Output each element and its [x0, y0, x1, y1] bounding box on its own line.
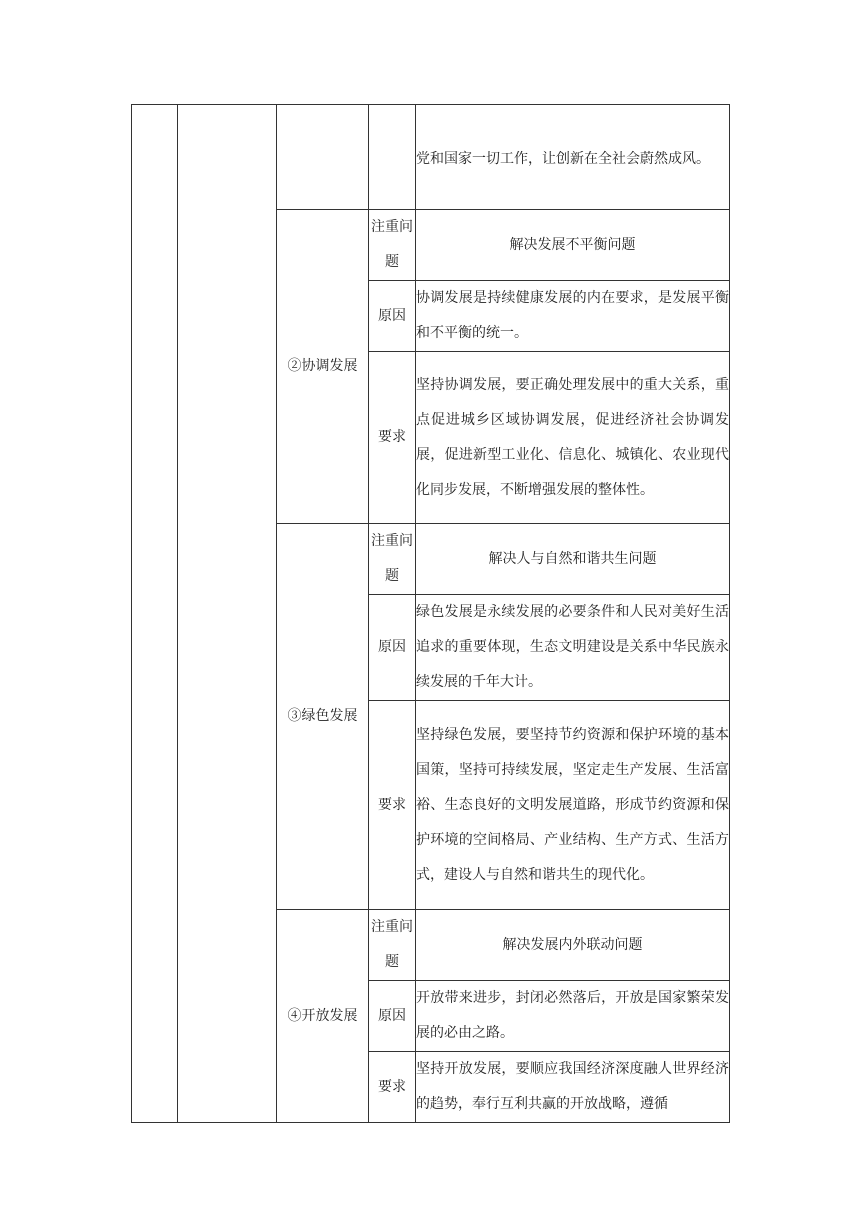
- cell-text-focus: 解决人与自然和谐共生问题: [416, 524, 730, 595]
- content-table: [131, 104, 730, 1123]
- label-requirement: 要求: [369, 1052, 416, 1123]
- cell-text-requirement: 坚持协调发展，要正确处理发展中的重大关系，重点促进城乡区域协调发展，促进经济社会协调发展，促进新型工业化、信息化、城镇化、农业现代化同步发展，不断增强发展的整体性。: [416, 352, 730, 524]
- cell-text-reason: 绿色发展是永续发展的必要条件和人民对美好生活追求的重要体现，生态文明建设是关系中华民族永续发展的千年大计。: [416, 595, 730, 701]
- label-cell-empty: [369, 105, 416, 210]
- label-requirement: 要求: [369, 352, 416, 524]
- outer-column-2: [178, 105, 277, 1123]
- table-row: [132, 105, 730, 210]
- label-focus: 注重问题: [369, 910, 416, 981]
- label-reason: 原因: [369, 595, 416, 701]
- cell-text-innovation-cont: 党和国家一切工作，让创新在全社会蔚然成风。: [416, 105, 730, 210]
- cell-text-requirement: 坚持开放发展，要顺应我国经济深度融人世界经济的趋势，奉行互利共赢的开放战略，遵循: [416, 1052, 730, 1123]
- label-focus: 注重问题: [369, 524, 416, 595]
- cell-text-reason: 开放带来进步，封闭必然落后，开放是国家繁荣发展的必由之路。: [416, 981, 730, 1052]
- section-open: ④开放发展: [277, 910, 369, 1123]
- section-coordinated: ②协调发展: [277, 210, 369, 524]
- section-green: ③绿色发展: [277, 524, 369, 910]
- label-reason: 原因: [369, 281, 416, 352]
- outer-column-1: [132, 105, 178, 1123]
- cell-text-requirement: 坚持绿色发展，要坚持节约资源和保护环境的基本国策，坚持可持续发展，坚定走生产发展、生活富裕、生态良好的文明发展道路，形成节约资源和保护环境的空间格局、产业结构、生产方式、生活方式，建设人与自然和谐共生的现代化。: [416, 701, 730, 910]
- cell-text-focus: 解决发展内外联动问题: [416, 910, 730, 981]
- label-reason: 原因: [369, 981, 416, 1052]
- section-cell-empty: [277, 105, 369, 210]
- cell-text-focus: 解决发展不平衡问题: [416, 210, 730, 281]
- cell-text-reason: 协调发展是持续健康发展的内在要求，是发展平衡和不平衡的统一。: [416, 281, 730, 352]
- label-focus: 注重问题: [369, 210, 416, 281]
- label-requirement: 要求: [369, 701, 416, 910]
